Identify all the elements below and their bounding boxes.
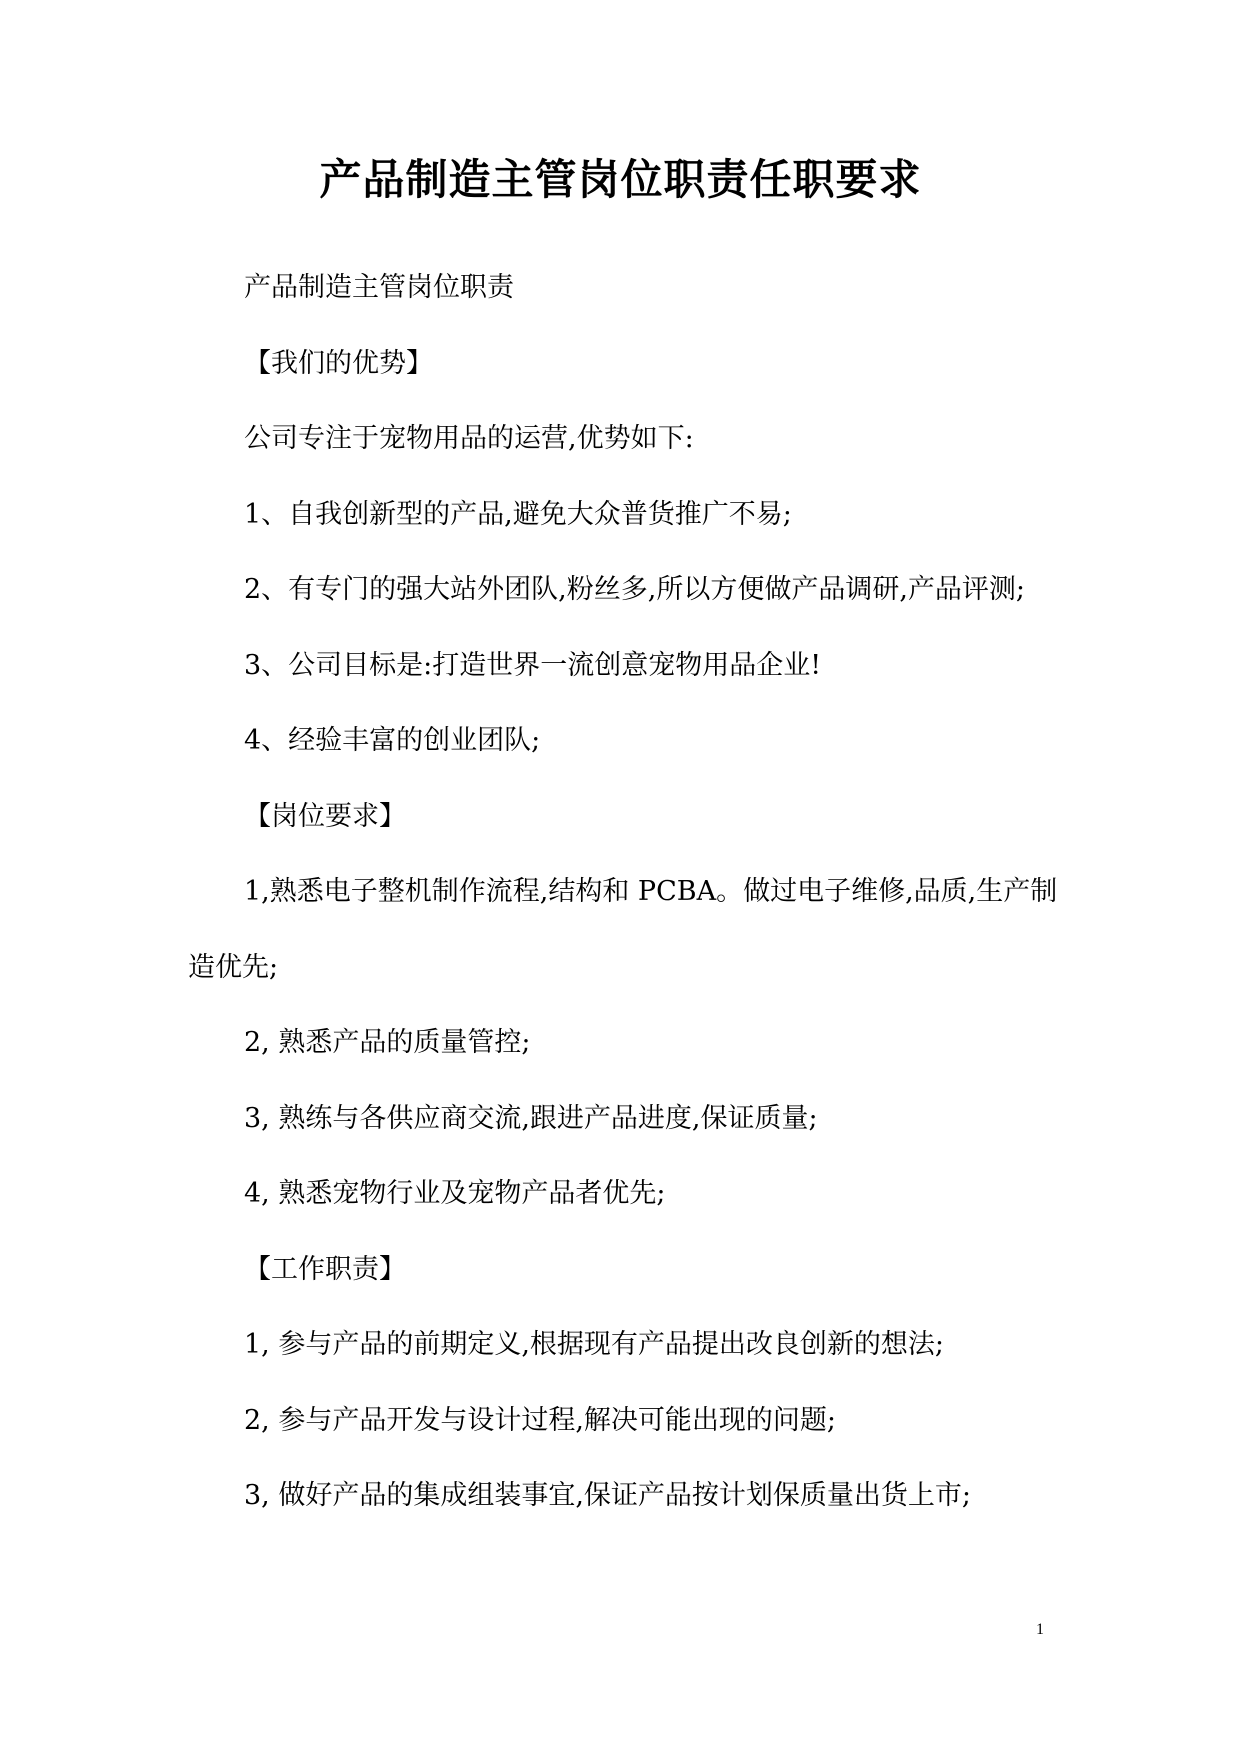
section-heading-requirements: 【岗位要求】 [244, 800, 406, 832]
list-item: 3, 熟练与各供应商交流,跟进产品进度,保证质量; [244, 1102, 818, 1134]
section-heading-advantages: 【我们的优势】 [244, 347, 433, 379]
list-item: 4、经验丰富的创业团队; [244, 725, 541, 756]
list-item: 4, 熟悉宠物行业及宠物产品者优先; [244, 1178, 666, 1209]
list-item: 3, 做好产品的集成组装事宜,保证产品按计划保质量出货上市; [244, 1480, 972, 1511]
page-number: 1 [1036, 1621, 1044, 1638]
list-item: 2, 参与产品开发与设计过程,解决可能出现的问题; [244, 1404, 837, 1436]
section-heading-duties: 【工作职责】 [244, 1253, 406, 1285]
list-item: 2, 熟悉产品的质量管控; [244, 1027, 531, 1058]
list-item: 1、自我创新型的产品,避免大众普货推广不易; [244, 498, 792, 530]
list-item: 1, 参与产品的前期定义,根据现有产品提出改良创新的想法; [244, 1329, 945, 1360]
list-item: 3、公司目标是:打造世界一流创意宠物用品企业! [244, 649, 822, 681]
paragraph: 公司专注于宠物用品的运营,优势如下: [244, 423, 694, 454]
paragraph-subtitle: 产品制造主管岗位职责 [244, 272, 514, 303]
document-body [188, 250, 1060, 1534]
list-item: 1,熟悉电子整机制作流程,结构和 PCBA。做过电子维修,品质,生产制造优先; [188, 876, 1058, 983]
list-item: 2、有专门的强大站外团队,粉丝多,所以方便做产品调研,产品评测; [244, 574, 1026, 605]
document-title: 产品制造主管岗位职责任职要求 [319, 155, 922, 204]
